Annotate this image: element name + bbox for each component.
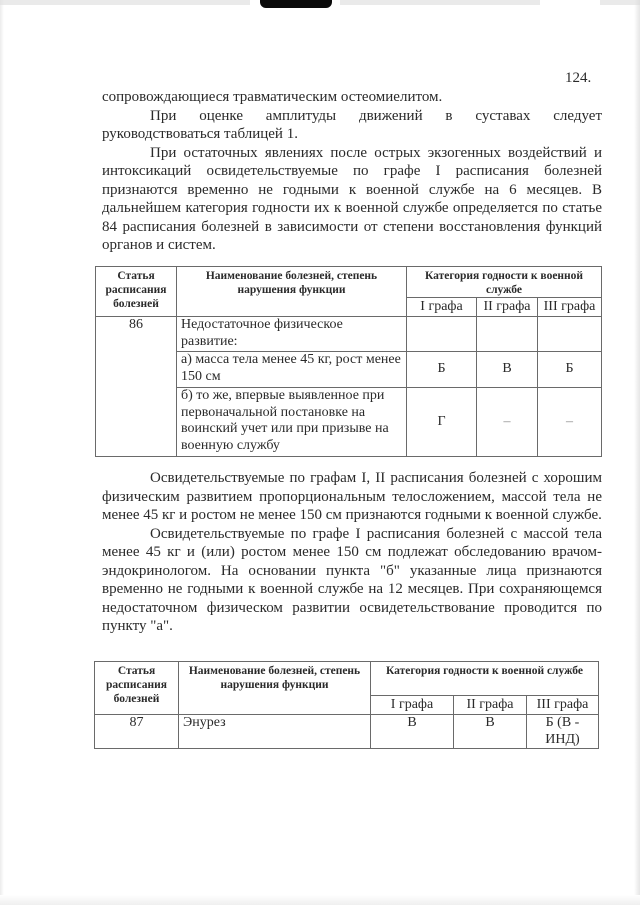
disease-name: б) то же, впервые выявленное при первоначальной постановке на воинский учет или при призыве на военную службу xyxy=(177,388,407,457)
category-col-3: – xyxy=(538,388,602,457)
category-col-3: Б (В - ИНД) xyxy=(527,715,599,749)
category-col-2: В xyxy=(477,352,538,388)
category-col-2: В xyxy=(454,715,527,749)
header-article: Статья расписания болезней xyxy=(95,662,179,715)
schedule-table-86 xyxy=(95,266,602,457)
category-col-1 xyxy=(407,317,477,352)
header-disease-name: Наименование болезней, степень нарушения функции xyxy=(177,267,407,317)
paragraph: Освидетельствуемые по графам I, II расписания болезней с хорошим физическим развитием пропорциональным телосложением, массой тела не менее 45 кг и ростом не менее 150 см признаются годными к военной службе. xyxy=(102,470,602,523)
header-column-3: III графа xyxy=(538,298,602,317)
header-column-2: II графа xyxy=(454,696,527,715)
disease-name: Недостаточное физическое развитие: xyxy=(177,317,407,352)
header-article: Статья расписания болезней xyxy=(96,267,177,317)
page-number: 124. xyxy=(565,70,592,86)
body-text xyxy=(102,469,602,636)
header-fitness-category: Категория годности к военной службе xyxy=(407,267,602,298)
disease-name: а) масса тела менее 45 кг, рост менее 150 см xyxy=(177,352,407,388)
scan-edge-bottom xyxy=(0,895,640,905)
paragraph: При остаточных явлениях после острых экзогенных воздействий и интоксикаций освидетельствуемые по графе I расписания болезней признаются временно не годными к военной службе на 6 месяцев. В дальнейшем категория годности их к военной службе определяется по статье 84 расписания болезней в зависимости от степени восстановления функций органов и систем. xyxy=(102,144,602,253)
table-row xyxy=(96,317,602,352)
header-column-1: I графа xyxy=(407,298,477,317)
paragraph: При оценке амплитуды движений в суставах следует руководствоваться таблицей 1. xyxy=(102,107,602,142)
category-col-1: В xyxy=(371,715,454,749)
category-col-2 xyxy=(477,317,538,352)
scan-edge-right xyxy=(634,0,640,905)
table-row xyxy=(95,715,599,749)
header-column-3: III графа xyxy=(527,696,599,715)
article-number: 87 xyxy=(95,715,179,749)
header-column-2: II графа xyxy=(477,298,538,317)
article-number: 86 xyxy=(96,317,177,457)
scan-edge-left xyxy=(0,0,4,905)
category-col-1: Г xyxy=(407,388,477,457)
scan-artifact-strip xyxy=(340,0,540,5)
category-col-3 xyxy=(538,317,602,352)
schedule-table-87 xyxy=(94,661,599,749)
header-fitness-category: Категория годности к военной службе xyxy=(371,662,599,696)
scan-artifact-strip xyxy=(0,0,250,5)
scan-artifact-strip xyxy=(600,0,640,5)
paragraph: сопровождающиеся травматическим остеомиелитом. xyxy=(102,89,443,105)
category-col-3: Б xyxy=(538,352,602,388)
disease-name: Энурез xyxy=(179,715,371,749)
category-col-2: – xyxy=(477,388,538,457)
scan-artifact-blot xyxy=(260,0,332,8)
intro-text xyxy=(102,88,602,255)
paragraph: Освидетельствуемые по графе I расписания болезней с массой тела менее 45 кг и (или) ростом менее 150 см подлежат обследованию врачом-эндокринологом. На основании пункта "б" указанные лица признаются временно не годными к военной службе на 12 месяцев. При сохраняющемся недостаточном физическом развитии освидетельствование проводится по пункту "а". xyxy=(102,525,602,634)
category-col-1: Б xyxy=(407,352,477,388)
header-column-1: I графа xyxy=(371,696,454,715)
header-disease-name: Наименование болезней, степень нарушения функции xyxy=(179,662,371,715)
